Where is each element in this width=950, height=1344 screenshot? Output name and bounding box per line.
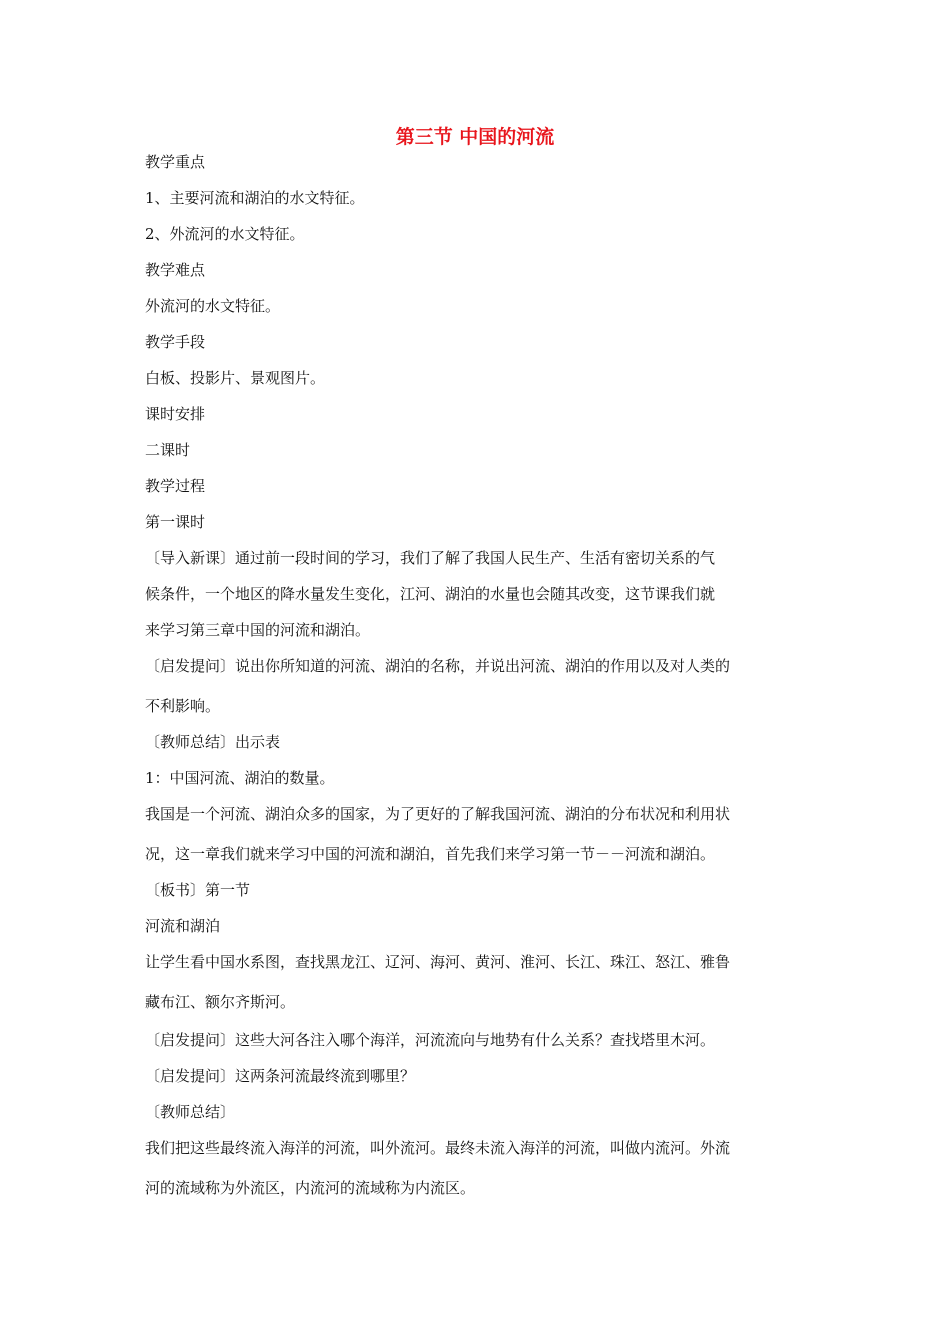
paragraph-line: 河流和湖泊 [145,917,221,935]
text-line: 2、外流河的水文特征。 [145,225,305,243]
paragraph-line: 让学生看中国水系图，查找黑龙江、辽河、海河、黄河、淮河、长江、珠江、怒江、雅鲁 [145,953,731,971]
text-line: 外流河的水文特征。 [145,297,281,315]
text-line: 第一课时 [145,513,206,531]
paragraph-line: 不利影响。 [145,697,221,715]
paragraph-line: 我国是一个河流、湖泊众多的国家，为了更好的了解我国河流、湖泊的分布状况和利用状 [145,805,731,823]
paragraph-line: 况，这一章我们就来学习中国的河流和湖泊，首先我们来学习第一节－－河流和湖泊。 [145,845,716,863]
page-title: 第三节 中国的河流 [395,126,555,148]
paragraph-line: 我们把这些最终流入海洋的河流，叫外流河。最终未流入海洋的河流，叫做内流河。外流 [145,1139,731,1157]
paragraph-line: 藏布江、额尔齐斯河。 [145,993,296,1011]
text-line: 1、主要河流和湖泊的水文特征。 [145,189,365,207]
section-heading-schedule: 课时安排 [145,405,206,423]
paragraph-line: 1：中国河流、湖泊的数量。 [145,769,335,787]
text-line: 白板、投影片、景观图片。 [145,369,326,387]
paragraph-line: 〔启发提问〕这些大河各注入哪个海洋，河流流向与地势有什么关系？查找塔里木河。 [145,1031,716,1049]
paragraph-line: 〔教师总结〕出示表 [145,733,281,751]
paragraph-line: 候条件，一个地区的降水量发生变化，江河、湖泊的水量也会随其改变，这节课我们就 [145,585,716,603]
paragraph-line: 河的流域称为外流区，内流河的流域称为内流区。 [145,1179,476,1197]
text-line: 二课时 [145,441,191,459]
paragraph-line: 〔启发提问〕说出你所知道的河流、湖泊的名称，并说出河流、湖泊的作用以及对人类的 [145,657,731,675]
section-heading-means: 教学手段 [145,333,206,351]
paragraph-line: 来学习第三章中国的河流和湖泊。 [145,621,371,639]
section-heading-difficulties: 教学难点 [145,261,206,279]
section-heading-key-points: 教学重点 [145,153,206,171]
paragraph-line: 〔教师总结〕 [145,1103,236,1121]
paragraph-line: 〔导入新课〕通过前一段时间的学习，我们了解了我国人民生产、生活有密切关系的气 [145,549,716,567]
paragraph-line: 〔启发提问〕这两条河流最终流到哪里？ [145,1067,416,1085]
section-heading-process: 教学过程 [145,477,206,495]
paragraph-line: 〔板书〕第一节 [145,881,251,899]
